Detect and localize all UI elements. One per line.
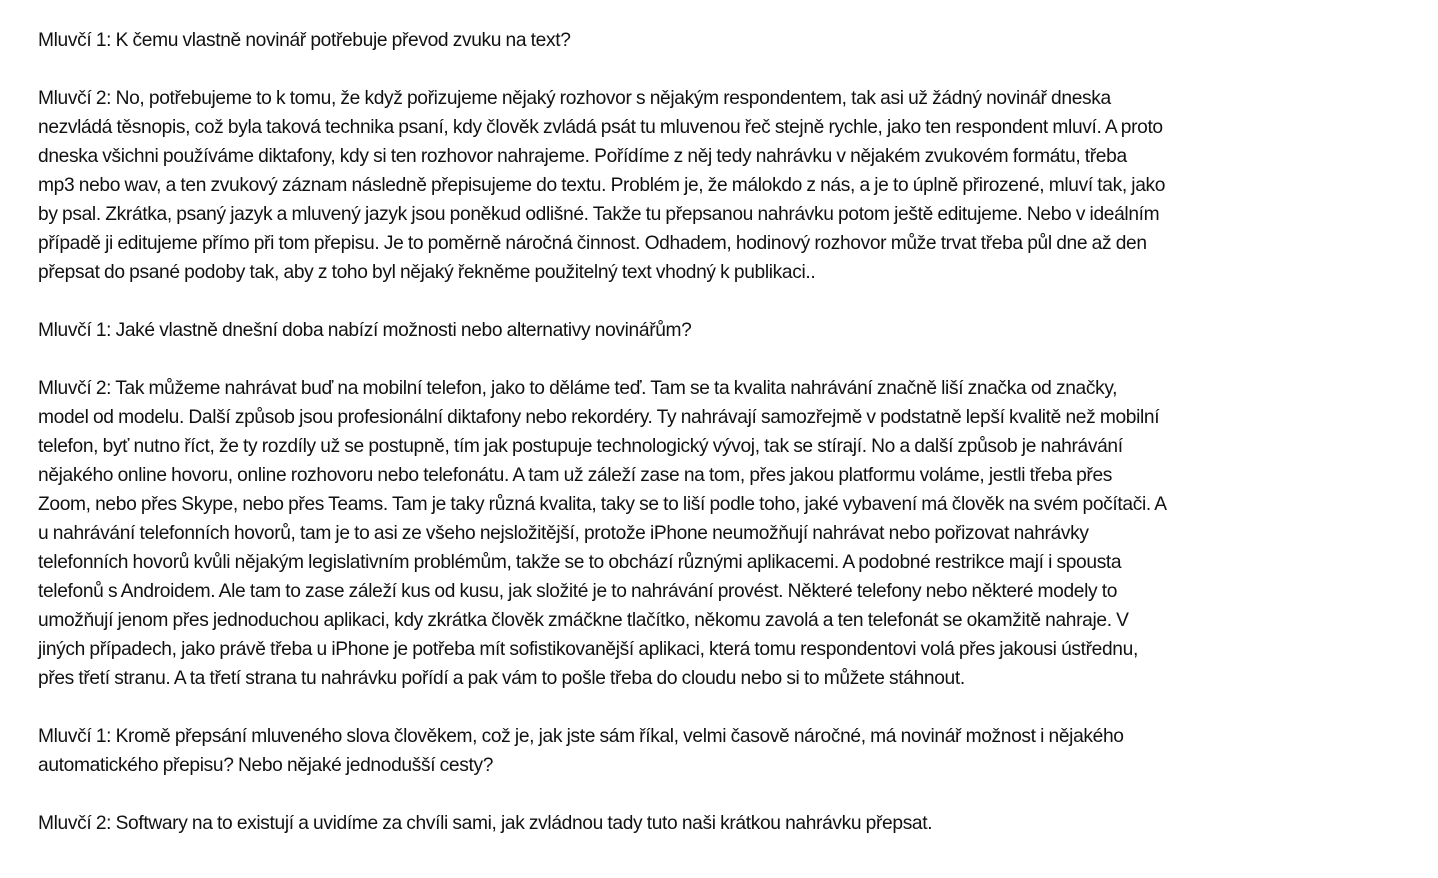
- paragraph-speaker-2-answer-3: [38, 809, 1428, 838]
- paragraph-speaker-1-question-1: [38, 26, 1428, 55]
- text-line: Mluvčí 2: Softwary na to existují a uvidíme za chvíli sami, jak zvládnou tady tuto naši krátkou nahrávku přepsat.: [38, 813, 933, 834]
- text-line: telefonů s Androidem. Ale tam to zase záleží kus od kusu, jak složité je to nahrávání provést. Některé telefony nebo některé modely to: [38, 581, 1118, 602]
- text-line: Zoom, nebo přes Skype, nebo přes Teams. Tam je taky různá kvalita, taky se to liší podle toho, jaké vybavení má člověk na svém počítači. A: [38, 494, 1167, 515]
- text-line: přepsat do psané podoby tak, aby z toho byl nějaký řekněme použitelný text vhodný k publikaci..: [38, 262, 816, 283]
- text-line: přes třetí stranu. A ta třetí strana tu nahrávku pořídí a pak vám to pošle třeba do cloudu nebo si to můžete stáhnout.: [38, 668, 965, 689]
- text-line: by psal. Zkrátka, psaný jazyk a mluvený jazyk jsou poněkud odlišné. Takže tu přepsanou nahrávku potom ještě editujeme. Nebo v ideálním: [38, 204, 1160, 225]
- text-line: Mluvčí 2: No, potřebujeme to k tomu, že když pořizujeme nějaký rozhovor s nějakým respondentem, tak asi už žádný novinář dneska: [38, 88, 1111, 109]
- text-line: případě ji editujeme přímo při tom přepisu. Je to poměrně náročná činnost. Odhadem, hodinový rozhovor může trvat třeba půl dne až den: [38, 233, 1147, 254]
- text-line: jiných případech, jako právě třeba u iPhone je potřeba mít sofistikovanější aplikaci, která tomu respondentovi volá přes jakousi ústřednu,: [38, 639, 1138, 660]
- text-line: u nahrávání telefonních hovorů, tam je to asi ze všeho nejsložitější, protože iPhone neumožňují nahrávat nebo pořizovat nahrávky: [38, 523, 1089, 544]
- text-line: Mluvčí 2: Tak můžeme nahrávat buď na mobilní telefon, jako to děláme teď. Tam se ta kvalita nahrávání značně liší značka od značky,: [38, 378, 1118, 399]
- paragraph-speaker-1-question-2: [38, 316, 1428, 345]
- text-line: telefon, byť nutno říct, že ty rozdíly už se postupně, tím jak postupuje technologický vývoj, tak se stírají. No a další způsob je nahrávání: [38, 436, 1123, 457]
- paragraph-speaker-2-answer-1: [38, 84, 1428, 287]
- text-line: telefonních hovorů kvůli nějakým legislativním problémům, takže se to obchází různými aplikacemi. A podobné restrikce mají i spousta: [38, 552, 1122, 573]
- text-line: model od modelu. Další způsob jsou profesionální diktafony nebo rekordéry. Ty nahrávají samozřejmě v podstatně lepší kvalitě než mobilní: [38, 407, 1160, 428]
- text-line: mp3 nebo wav, a ten zvukový záznam následně přepisujeme do textu. Problém je, že málokdo z nás, a je to úplně přirozené, mluví tak, jako: [38, 175, 1166, 196]
- text-line: Mluvčí 1: K čemu vlastně novinář potřebuje převod zvuku na text?: [38, 30, 571, 51]
- paragraph-speaker-1-question-3: [38, 722, 1428, 780]
- text-line: nezvládá těsnopis, což byla taková technika psaní, kdy člověk zvládá psát tu mluvenou řeč stejně rychle, jako ten respondent mluví. A proto: [38, 117, 1163, 138]
- text-line: umožňují jenom přes jednoduchou aplikaci, kdy zkrátka člověk zmáčkne tlačítko, někomu zavolá a ten telefonát se okamžitě nahraje. V: [38, 610, 1129, 631]
- text-line: dneska všichni používáme diktafony, kdy si ten rozhovor nahrajeme. Pořídíme z něj tedy nahrávku v nějakém zvukovém formátu, třeba: [38, 146, 1127, 167]
- text-line: nějakého online hovoru, online rozhovoru nebo telefonátu. A tam už záleží zase na tom, přes jakou platformu voláme, jestli třeba přes: [38, 465, 1113, 486]
- text-line: automatického přepisu? Nebo nějaké jednodušší cesty?: [38, 755, 494, 776]
- text-line: Mluvčí 1: Kromě přepsání mluveného slova člověkem, což je, jak jste sám říkal, velmi časově náročné, má novinář možnost i nějakého: [38, 726, 1124, 747]
- transcript-document: [38, 26, 1428, 867]
- paragraph-speaker-2-answer-2: [38, 374, 1428, 693]
- text-line: Mluvčí 1: Jaké vlastně dnešní doba nabízí možnosti nebo alternativy novinářům?: [38, 320, 692, 341]
